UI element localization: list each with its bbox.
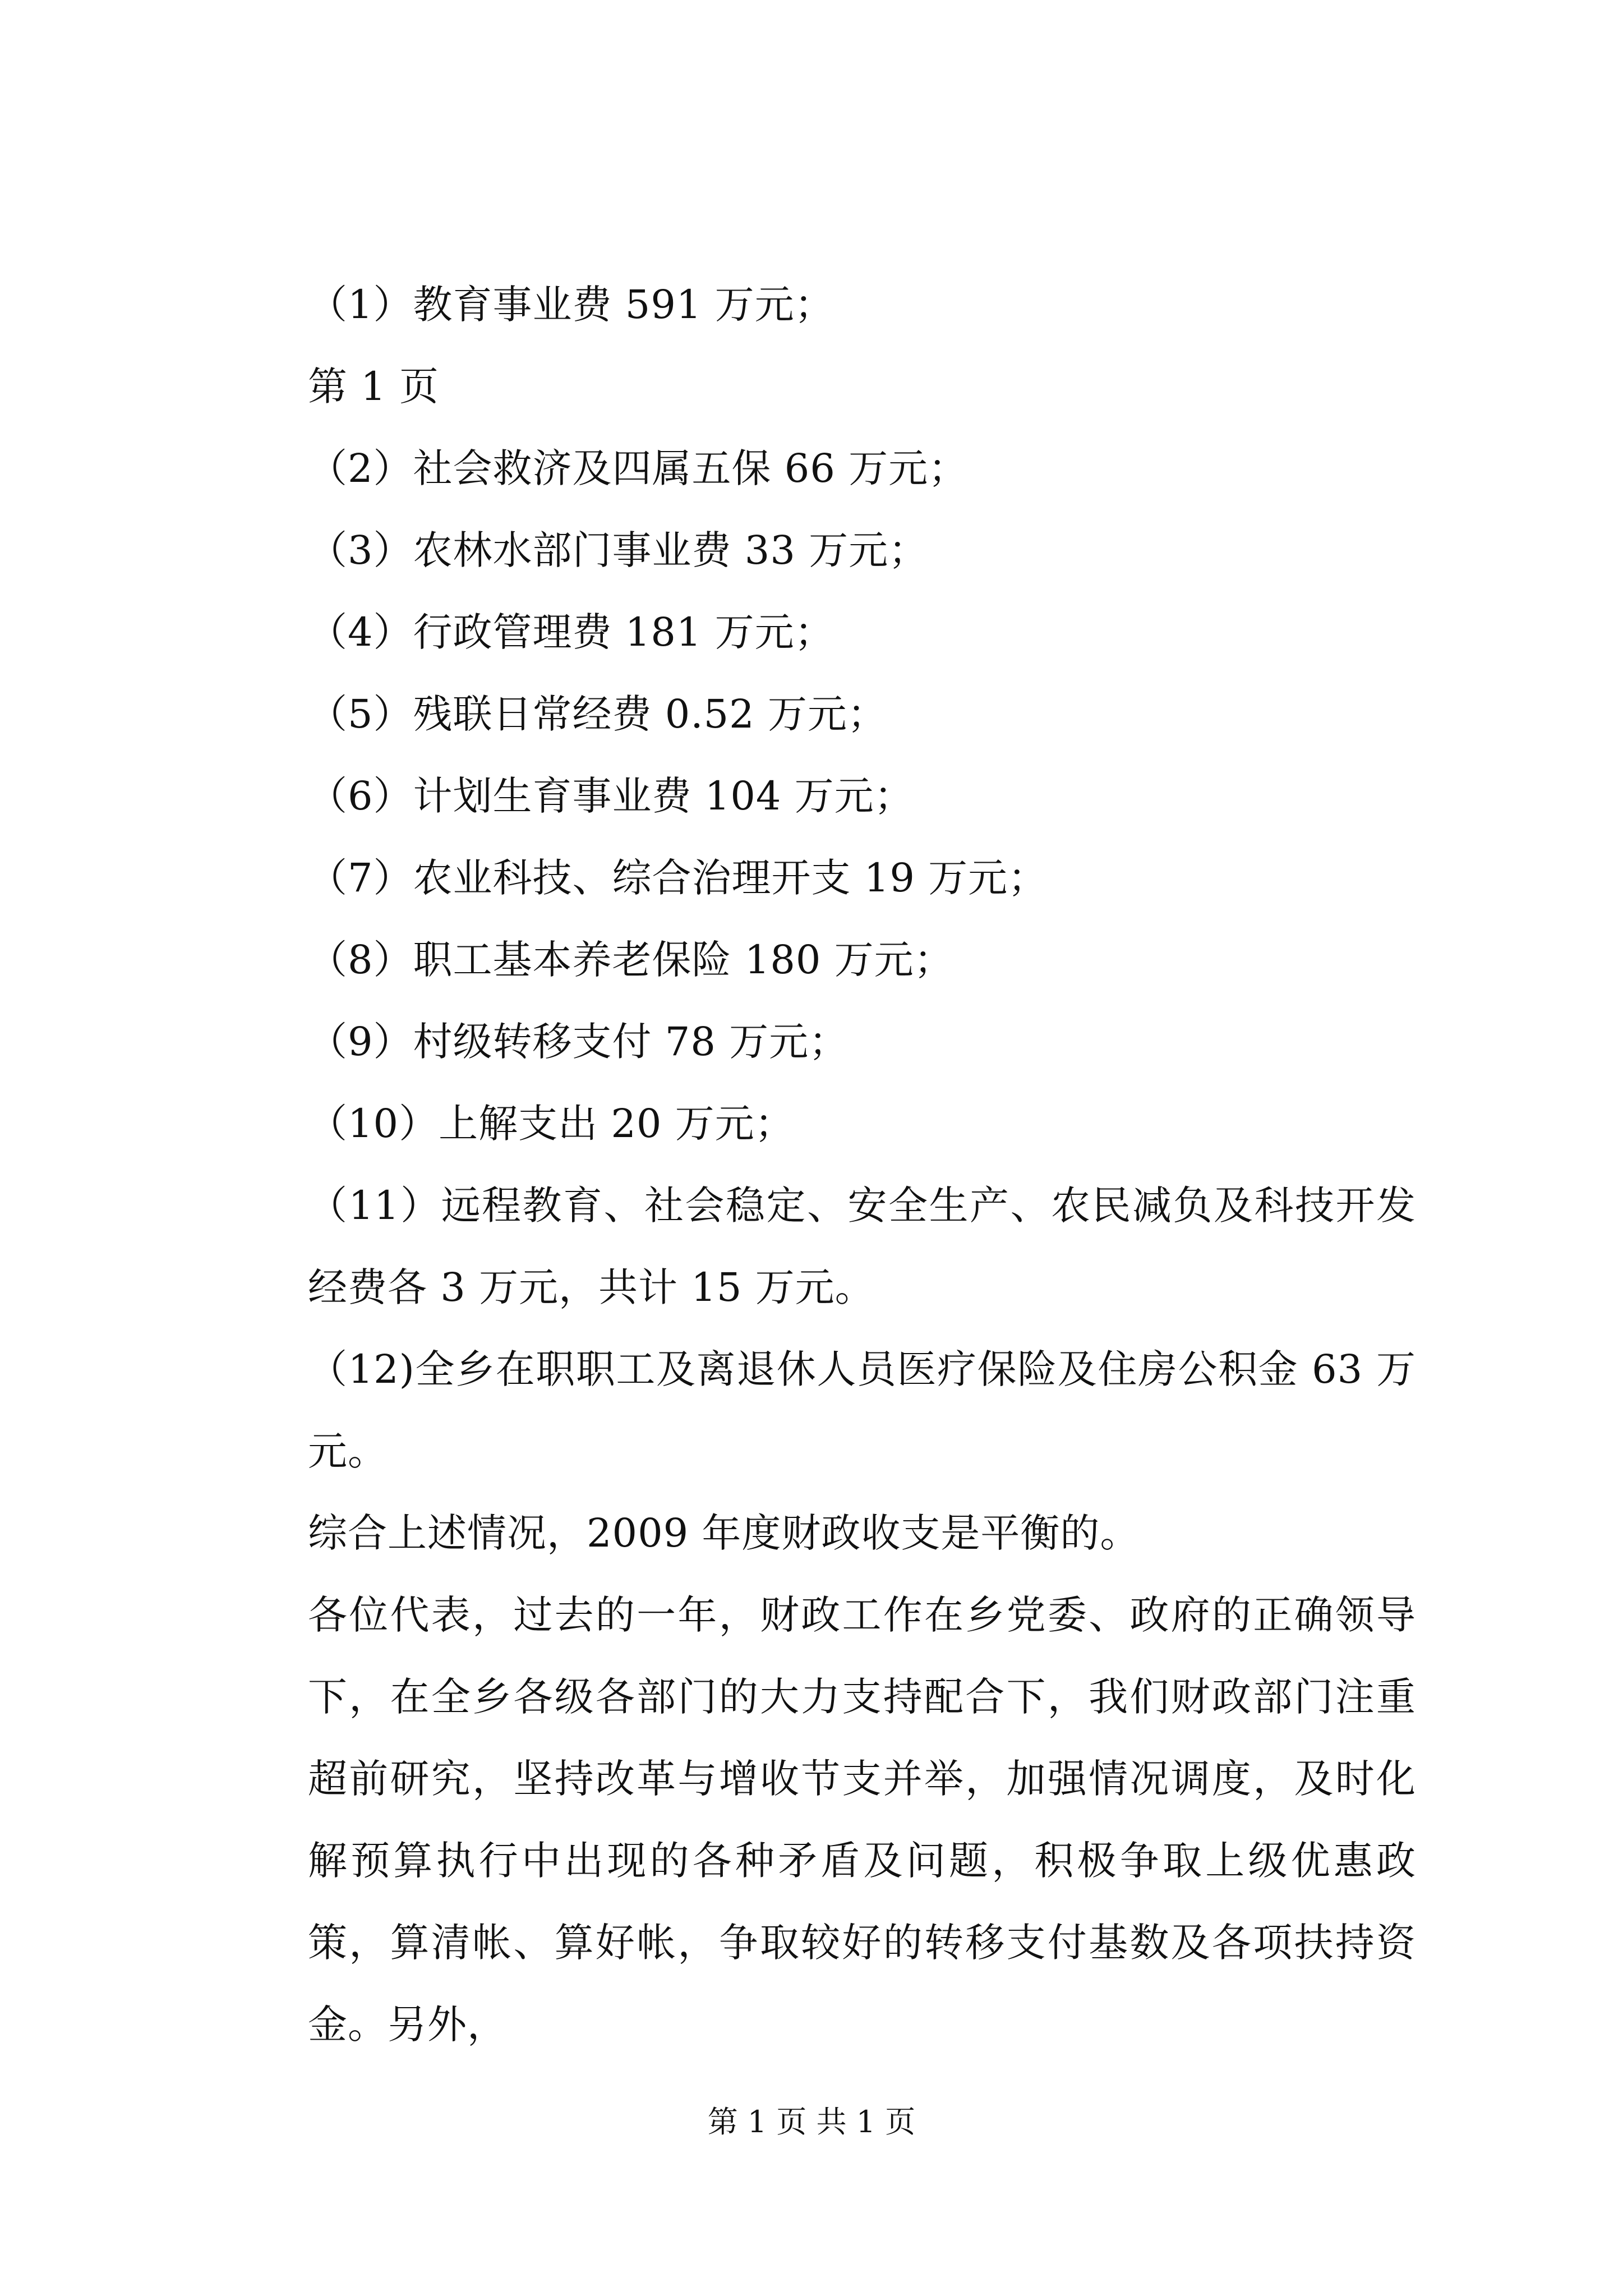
item-education: （1）教育事业费 591 万元；	[308, 282, 834, 328]
item-remittance: （10）上解支出 20 万元；	[308, 1101, 795, 1147]
item-administration: （4）行政管理费 181 万元；	[308, 609, 834, 655]
summary-paragraph: 综合上述情况，2009 年度财政收支是平衡的。	[308, 1510, 1140, 1556]
item-misc-funds: （11）远程教育、社会稳定、安全生产、农民减负及科技开发经费各 3 万元，共计 15 万元。	[308, 1182, 1416, 1310]
closing-paragraph: 各位代表，过去的一年，财政工作在乡党委、政府的正确领导下，在全乡各级各部门的大力支持配合下，我们财政部门注重超前研究，坚持改革与增收节支并举，加强情况调度，及时化解预算执行中出现的各种矛盾及问题，积极争取上级优惠政策，算清帐、算好帐，争取较好的转移支付基数及各项扶持资金。另外，	[308, 1592, 1416, 2047]
item-medical-housing: （12)全乡在职职工及离退休人员医疗保险及住房公积金 63 万元。	[308, 1346, 1416, 1474]
document-body	[222, 264, 1416, 2065]
item-family-planning: （6）计划生育事业费 104 万元；	[308, 773, 914, 819]
inline-page-marker: 第 1 页	[308, 364, 440, 409]
item-pension-insurance: （8）职工基本养老保险 180 万元；	[308, 937, 954, 983]
item-social-relief: （2）社会救济及四属五保 66 万元；	[308, 445, 969, 491]
item-agri-tech: （7）农业科技、综合治理开支 19 万元；	[308, 855, 1048, 901]
item-village-transfer: （9）村级转移支付 78 万元；	[308, 1019, 849, 1065]
page-footer: 第 1 页 共 1 页	[707, 2104, 916, 2139]
item-disabled-federation: （5）残联日常经费 0.52 万元；	[308, 691, 887, 737]
item-agriculture-forestry-water: （3）农林水部门事业费 33 万元；	[308, 527, 929, 573]
